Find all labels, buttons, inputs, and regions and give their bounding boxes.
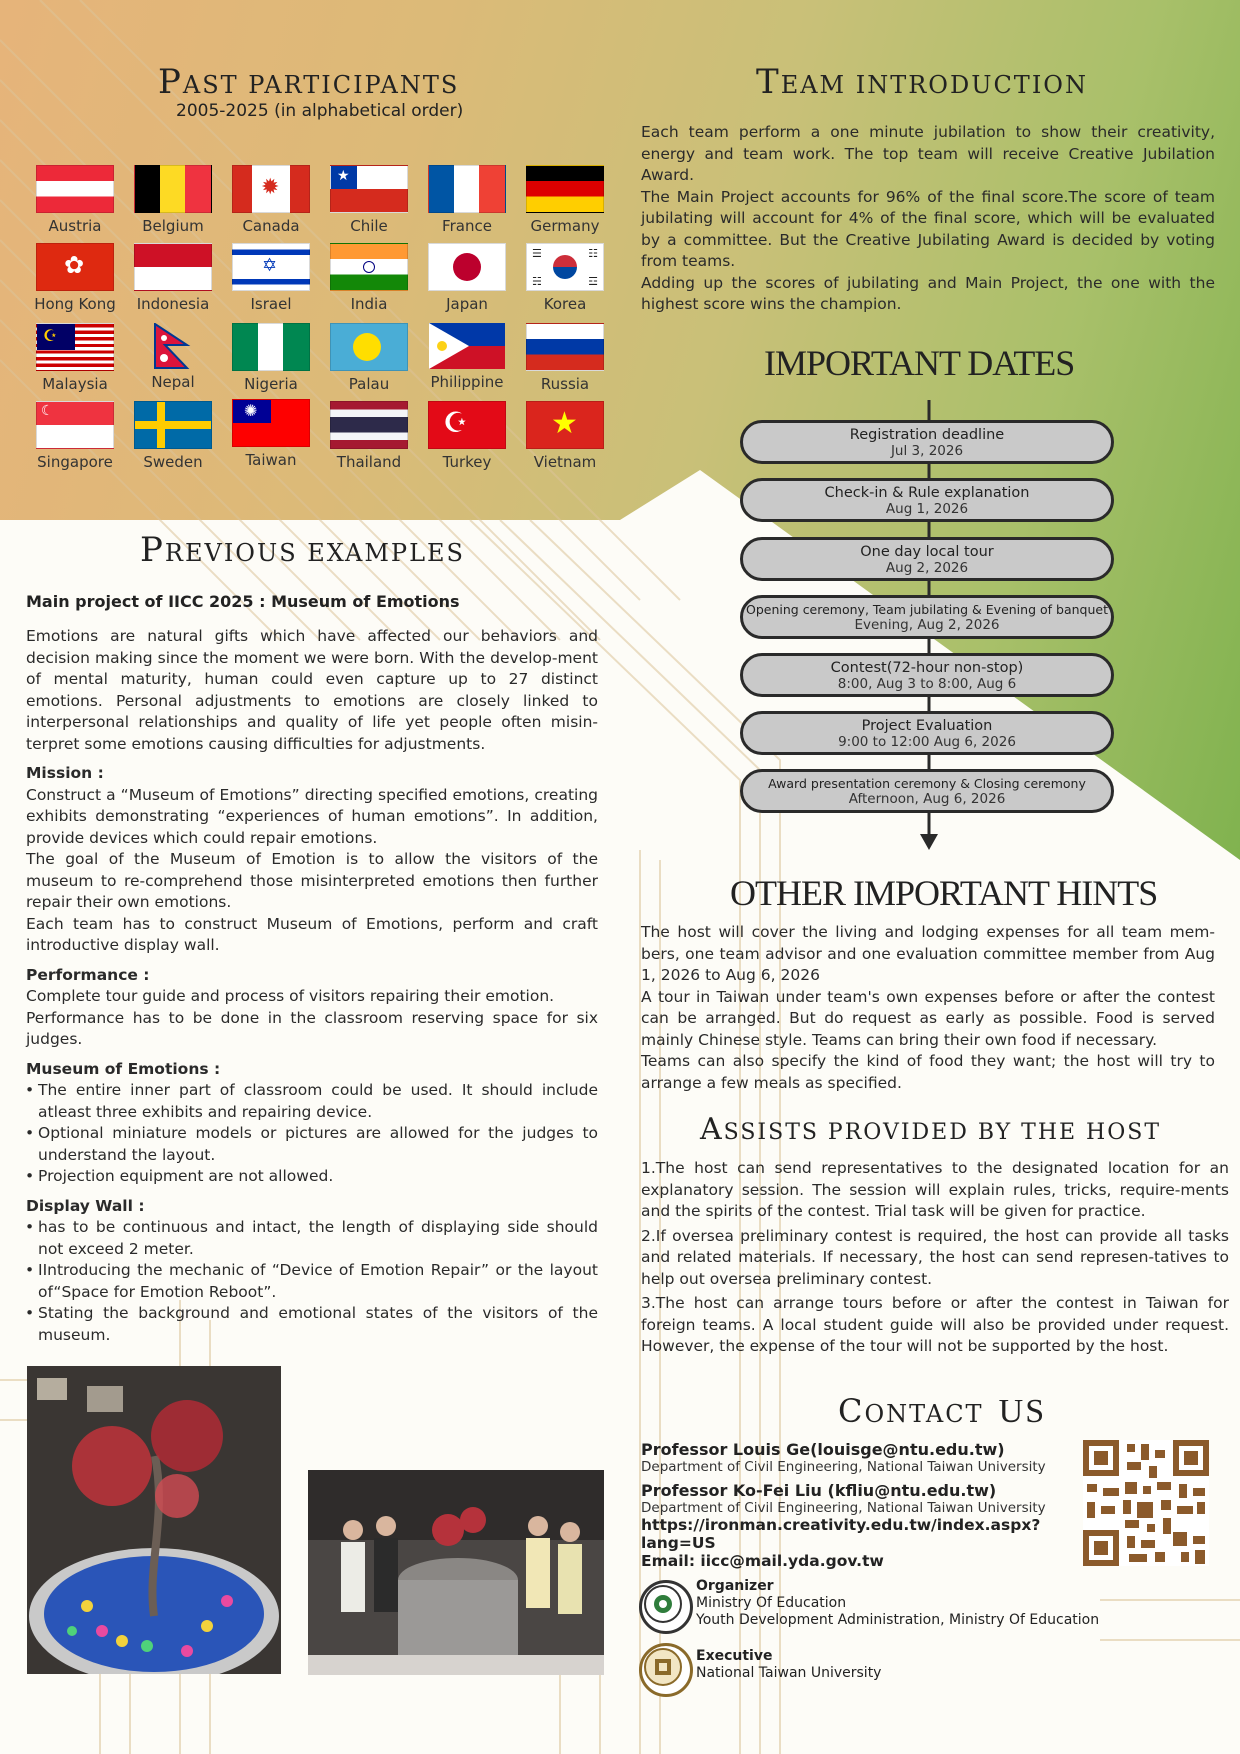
team-introduction-title: TEAM INTRODUCTION xyxy=(756,62,1088,102)
contact-department: Department of Civil Engineering, National Taiwan University xyxy=(641,1459,1046,1475)
display-wall-label: Display Wall : xyxy=(26,1196,145,1215)
executive-name: National Taiwan University xyxy=(696,1665,882,1681)
important-dates-title: IMPORTANT DATES xyxy=(764,343,1075,383)
assists-text xyxy=(641,1158,1229,1358)
country-label: Sweden xyxy=(143,453,203,471)
timeline-item: Opening ceremony, Team jubilating & Evening of banquet Evening, Aug 2, 2026 xyxy=(740,595,1114,639)
ministry-of-education-logo xyxy=(639,1580,693,1634)
past-participants-title: PAST PARTICIPANTS xyxy=(158,62,460,102)
flag-russia xyxy=(520,323,610,393)
list-item: • Optional miniature models or pictures are allowed for the judges to understand the layout. xyxy=(38,1123,598,1166)
other-hints-title: OTHER IMPORTANT HINTS xyxy=(730,873,1158,913)
organizer-name: Youth Development Administration, Ministry Of Education xyxy=(696,1612,1100,1628)
flag-malaysia: ☪ Malaysia xyxy=(30,323,120,393)
flag-chile: ★ Chile xyxy=(324,165,414,235)
list-item: • The entire inner part of classroom could be used. It should include atleast three exhibits and repairing device. xyxy=(38,1080,598,1123)
country-label: Malaysia xyxy=(42,375,108,393)
mission-label: Mission : xyxy=(26,764,104,782)
country-label: Nigeria xyxy=(244,375,298,393)
country-label: Singapore xyxy=(37,453,113,471)
contact-email-link[interactable]: Email: iicc@mail.yda.gov.tw xyxy=(641,1552,884,1570)
other-hints-text xyxy=(641,922,1215,1094)
performance-paragraph: Complete tour guide and process of visitors repairing their emotion. xyxy=(26,987,555,1005)
country-label: Japan xyxy=(446,295,488,313)
organizer-block xyxy=(696,1578,1099,1629)
performance-paragraph: Performance has to be done in the classroom reserving space for six judges. xyxy=(26,1008,598,1048)
contact-person: Professor Louis Ge(louisge@ntu.edu.tw) xyxy=(641,1440,1005,1459)
country-label: Belgium xyxy=(142,217,204,235)
display-wall-list xyxy=(26,1217,598,1346)
flag-vietnam: ★ Vietnam xyxy=(520,401,610,471)
previous-examples-title: PREVIOUS EXAMPLES xyxy=(140,530,465,570)
hints-paragraph: A tour in Taiwan under team's own expenses before or after the contest can be arranged. But do request as early as possible. Food is served mainly Chinese style. Teams can bring their own food if necessary. xyxy=(641,987,1215,1049)
list-item: • Stating the background and emotional states of the visitors of the museum. xyxy=(38,1303,598,1346)
assists-paragraph: 3.The host can arrange tours before or after the contest in Taiwan for foreign teams. A local student guide will also be provided under request. However, the expense of the tour will not be supported by the host. xyxy=(641,1294,1229,1355)
flag-korea: ☰ ☷ ☵ ☲ Korea xyxy=(520,243,610,313)
flag-germany xyxy=(520,165,610,235)
assists-title: ASSISTS PROVIDED BY THE HOST xyxy=(700,1112,1162,1147)
flag-palau xyxy=(324,323,414,393)
timeline-item: Project Evaluation 9:00 to 12:00 Aug 6, 2026 xyxy=(740,711,1114,755)
country-label: Indonesia xyxy=(136,295,210,313)
list-item: • has to be continuous and intact, the length of displaying side should not exceed 2 meter. xyxy=(38,1217,598,1260)
country-label: Vietnam xyxy=(533,453,597,471)
flag-philippine xyxy=(422,323,512,391)
team-introduction-text xyxy=(641,122,1215,316)
flag-india xyxy=(324,243,414,313)
contact-department: Department of Civil Engineering, National Taiwan University xyxy=(641,1500,1046,1516)
executive-block xyxy=(696,1648,881,1682)
country-label: Korea xyxy=(543,295,587,313)
country-label: Hong Kong xyxy=(34,295,116,313)
museum-list xyxy=(26,1080,598,1188)
organizer-label: Organizer xyxy=(696,1578,774,1594)
mission-paragraph: Each team has to construct Museum of Emotions, perform and craft introductive display wall. xyxy=(26,914,598,954)
list-item: • IIntroducing the mechanic of “Device of Emotion Repair” or the layout of“Space for Emotion Reboot”. xyxy=(38,1260,598,1303)
contact-block xyxy=(641,1440,1071,1570)
timeline-item: One day local tour Aug 2, 2026 xyxy=(740,537,1114,581)
country-label: India xyxy=(350,295,388,313)
country-label: Thailand xyxy=(336,453,402,471)
previous-examples-text xyxy=(26,626,598,1346)
timeline-item: Award presentation ceremony & Closing ceremony Afternoon, Aug 6, 2026 xyxy=(740,769,1114,813)
flag-singapore: ☾ Singapore xyxy=(30,401,120,471)
flag-canada: ✹ Canada xyxy=(226,165,316,235)
national-taiwan-university-logo xyxy=(639,1643,693,1697)
team-photo xyxy=(308,1470,604,1675)
flag-turkey: ☪ Turkey xyxy=(422,401,512,471)
contact-person: Professor Ko-Fei Liu (kfliu@ntu.edu.tw) xyxy=(641,1481,997,1500)
intro-paragraph: Emotions are natural gifts which have affected our behaviors and decision making since the moment we were born. With the develop-ment of mental maturity, human could even capture up to 27 distinct emotions. Personal adjustments to emotions are closely linked to interpersonal relationships and quality of life yet people often misin-terpret some emotions causing difficulties for adjustments. xyxy=(26,627,598,753)
assists-paragraph: 1.The host can send representatives to the designated location for an explanatory session. The session will explain rules, tricks, require-ments and the spirits of the contest. Trial task will be given for practice. xyxy=(641,1159,1229,1220)
contact-website-link[interactable]: https://ironman.creativity.edu.tw/index.aspx?lang=US xyxy=(641,1516,1041,1552)
performance-label: Performance : xyxy=(26,965,150,984)
hints-paragraph: Teams can also specify the kind of food they want; the host will try to arrange a few meals as specified. xyxy=(641,1052,1215,1092)
qr-code[interactable] xyxy=(1083,1440,1209,1566)
museum-label: Museum of Emotions : xyxy=(26,1059,221,1078)
country-label: Chile xyxy=(350,217,388,235)
country-label: Russia xyxy=(540,375,590,393)
team-paragraph: The Main Project accounts for 96% of the final score.The score of team jubilating will account for 4% of the final score, which will be evaluated by a committee. But the Creative Jubilating Award is decided by voting from teams. xyxy=(641,187,1215,270)
country-label: Austria xyxy=(48,217,102,235)
executive-label: Executive xyxy=(696,1648,773,1664)
mission-paragraph: The goal of the Museum of Emotion is to allow the visitors of the museum to re-comprehend those misinterpreted emotions then further repair their own emotions. xyxy=(26,850,598,911)
country-label: Philippine xyxy=(430,373,504,391)
past-participants-subtitle: 2005-2025 (in alphabetical order) xyxy=(176,101,464,121)
team-paragraph: Adding up the scores of jubilating and Main Project, the one with the highest score wins the champion. xyxy=(641,273,1215,313)
flag-japan xyxy=(422,243,512,313)
country-label: Israel xyxy=(250,295,292,313)
team-paragraph: Each team perform a one minute jubilation to show their creativity, energy and team work. The top team will receive Creative Jubilation Award. xyxy=(641,123,1215,184)
country-label: France xyxy=(442,217,492,235)
country-label: Canada xyxy=(242,217,300,235)
hints-paragraph: The host will cover the living and lodging expenses for all team mem-bers, one team advisor and one evaluation committee member from Aug 1, 2026 to Aug 6, 2026 xyxy=(641,923,1215,984)
main-project-heading: Main project of IICC 2025 : Museum of Emotions xyxy=(26,592,460,611)
flag-nigeria xyxy=(226,323,316,393)
exhibit-photo xyxy=(27,1366,281,1674)
flag-belgium xyxy=(128,165,218,235)
flag-sweden xyxy=(128,401,218,471)
timeline-item: Contest(72-hour non-stop) 8:00, Aug 3 to 8:00, Aug 6 xyxy=(740,653,1114,697)
timeline-item: Registration deadline Jul 3, 2026 xyxy=(740,420,1114,464)
country-label: Nepal xyxy=(151,373,195,391)
flag-nepal xyxy=(128,323,218,391)
flag-indonesia xyxy=(128,243,218,313)
flag-hong-kong: ✿ Hong Kong xyxy=(30,243,120,313)
country-label: Palau xyxy=(348,375,390,393)
flag-israel: ✡ Israel xyxy=(226,243,316,313)
flag-austria xyxy=(30,165,120,235)
country-label: Turkey xyxy=(442,453,492,471)
assists-paragraph: 2.If oversea preliminary contest is required, the host can provide all tasks and related materials. If necessary, the host can send represen-tatives to help out oversea preliminary contest. xyxy=(641,1226,1229,1288)
flag-taiwan: ✺ Taiwan xyxy=(226,399,316,469)
flag-france xyxy=(422,165,512,235)
contact-us-title: CONTACT US xyxy=(838,1392,1047,1430)
mission-paragraph: Construct a “Museum of Emotions” directing specified emotions, creating exhibits demonstrating “experiences of human emotions”. In addition, provide devices which could repair emotions. xyxy=(26,785,598,847)
country-label: Taiwan xyxy=(245,451,297,469)
flag-thailand xyxy=(324,401,414,471)
list-item: • Projection equipment are not allowed. xyxy=(38,1166,598,1188)
timeline-item: Check-in & Rule explanation Aug 1, 2026 xyxy=(740,478,1114,522)
country-label: Germany xyxy=(530,217,600,235)
organizer-name: Ministry Of Education xyxy=(696,1595,847,1611)
